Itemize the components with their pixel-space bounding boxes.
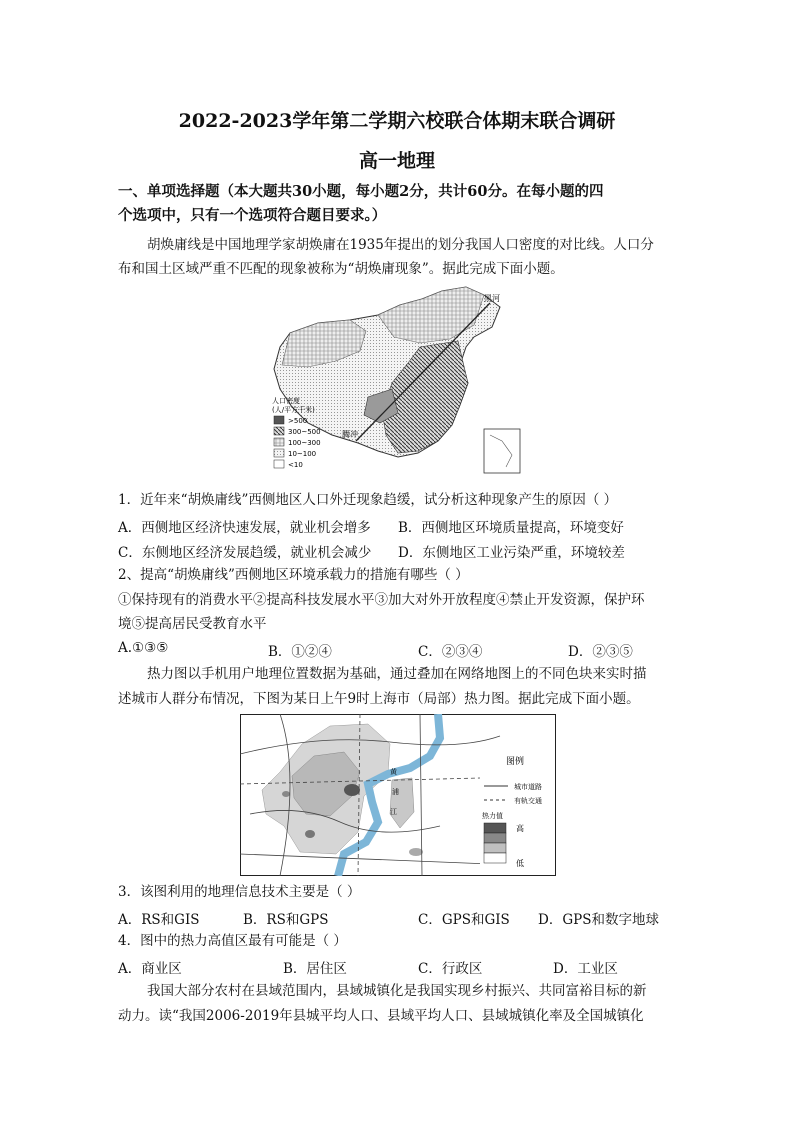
q3-option-a[interactable]: A．RS和GIS: [118, 912, 200, 928]
legend-item-2: 300~500: [288, 428, 321, 436]
section1-intro-line1: 胡焕庸线是中国地理学家胡焕庸在1935年提出的划分我国人口密度的对比线。人口分: [147, 237, 654, 253]
legend-item-4: 10~100: [288, 450, 317, 458]
q3-option-c[interactable]: C．GPS和GIS: [418, 912, 510, 928]
shanghai-heat-map: [240, 714, 556, 876]
legend-title2: (人/平方千米): [272, 406, 315, 414]
legend-low-label: 低: [516, 859, 524, 868]
q1-option-b[interactable]: B．西侧地区环境质量提高，环境变好: [398, 520, 624, 536]
q1-option-d[interactable]: D．东侧地区工业污染严重，环境较差: [398, 545, 625, 561]
legend-item-1: >500: [288, 417, 308, 425]
china-population-map: [270, 285, 530, 475]
q1-option-a[interactable]: A．西侧地区经济快速发展，就业机会增多: [118, 520, 371, 536]
legend-title: 图例: [506, 757, 525, 767]
q4-option-d[interactable]: D．工业区: [553, 961, 618, 977]
legend-high-label: 高: [516, 824, 524, 833]
river-label-1: 黄: [390, 768, 397, 776]
q2-line2: 境⑤提高居民受教育水平: [118, 616, 267, 632]
q2-line1: ①保持现有的消费水平②提高科技发展水平③加大对外开放程度④禁止开发资源，保护环: [118, 592, 645, 608]
exam-title: 2022-2023学年第二学期六校联合体期末联合调研: [178, 110, 616, 132]
q3-option-d[interactable]: D．GPS和数字地球: [538, 912, 659, 928]
q2-stem: 2、提高“胡焕庸线”西侧地区环境承载力的措施有哪些（ ）: [118, 567, 469, 583]
river-label-2: 浦: [392, 788, 399, 796]
section2-intro-line1: 热力图以手机用户地理位置数据为基础，通过叠加在网络地图上的不同色块来实时描: [147, 666, 647, 682]
q1-option-c[interactable]: C．东侧地区经济发展趋缓，就业机会减少: [118, 545, 372, 561]
exam-subtitle: 高一地理: [358, 150, 435, 172]
heat-hotspot-4: [409, 848, 423, 856]
q2-option-b[interactable]: B．①②④: [268, 644, 332, 660]
heat-hotspot-2: [305, 830, 315, 838]
q2-option-a[interactable]: A.①③⑤: [118, 640, 169, 656]
q4-option-a[interactable]: A．商业区: [118, 961, 182, 977]
city-heihe-label: 黑河: [484, 294, 500, 303]
south-sea-inset: [484, 429, 520, 473]
q3-option-b[interactable]: B．RS和GPS: [243, 912, 329, 928]
section3-intro-line2: 动力。读“我国2006-2019年县城平均人口、县域平均人口、县域城镇化率及全国城镇化: [118, 1008, 644, 1024]
city-tengchong-label: 腾冲: [342, 430, 358, 439]
section1-heading-line1: 一、单项选择题（本大题共30小题，每小题2分，共计60分。在每小题的四: [118, 183, 604, 200]
legend-item-5: <10: [288, 461, 303, 469]
legend-item-3: 100~300: [288, 439, 321, 447]
section2-intro-line2: 述城市人群分布情况，下图为某日上午9时上海市（局部）热力图。据此完成下面小题。: [118, 691, 640, 707]
q4-option-c[interactable]: C．行政区: [418, 961, 483, 977]
q2-option-c[interactable]: C．②③④: [418, 644, 483, 660]
heat-hotspot-3: [282, 791, 290, 797]
q4-stem: 4．图中的热力高值区最有可能是（ ）: [118, 933, 347, 949]
q3-stem: 3．该图利用的地理信息技术主要是（ ）: [118, 884, 361, 900]
legend-road-label: 城市道路: [514, 783, 542, 791]
section3-intro-line1: 我国大部分农村在县域范围内，县域城镇化是我国实现乡村振兴、共同富裕目标的新: [147, 983, 647, 999]
legend-rail-label: 有轨交通: [514, 797, 542, 805]
section1-heading-line2: 个选项中，只有一个选项符合题目要求。）: [118, 207, 387, 224]
river-label-3: 江: [390, 808, 397, 816]
heat-hotspot-1: [344, 784, 360, 796]
section1-intro-line2: 布和国土区域严重不匹配的现象被称为“胡焕庸现象”。据此完成下面小题。: [118, 261, 564, 277]
q2-option-d[interactable]: D．②③⑤: [568, 644, 633, 660]
legend-title1: 人口密度: [272, 397, 300, 405]
q1-stem: 1．近年来“胡焕庸线”西侧地区人口外迁现象趋缓，试分析这种现象产生的原因（ ）: [118, 492, 618, 508]
legend-heat-label: 热力值: [482, 812, 503, 820]
q4-option-b[interactable]: B．居住区: [283, 961, 347, 977]
